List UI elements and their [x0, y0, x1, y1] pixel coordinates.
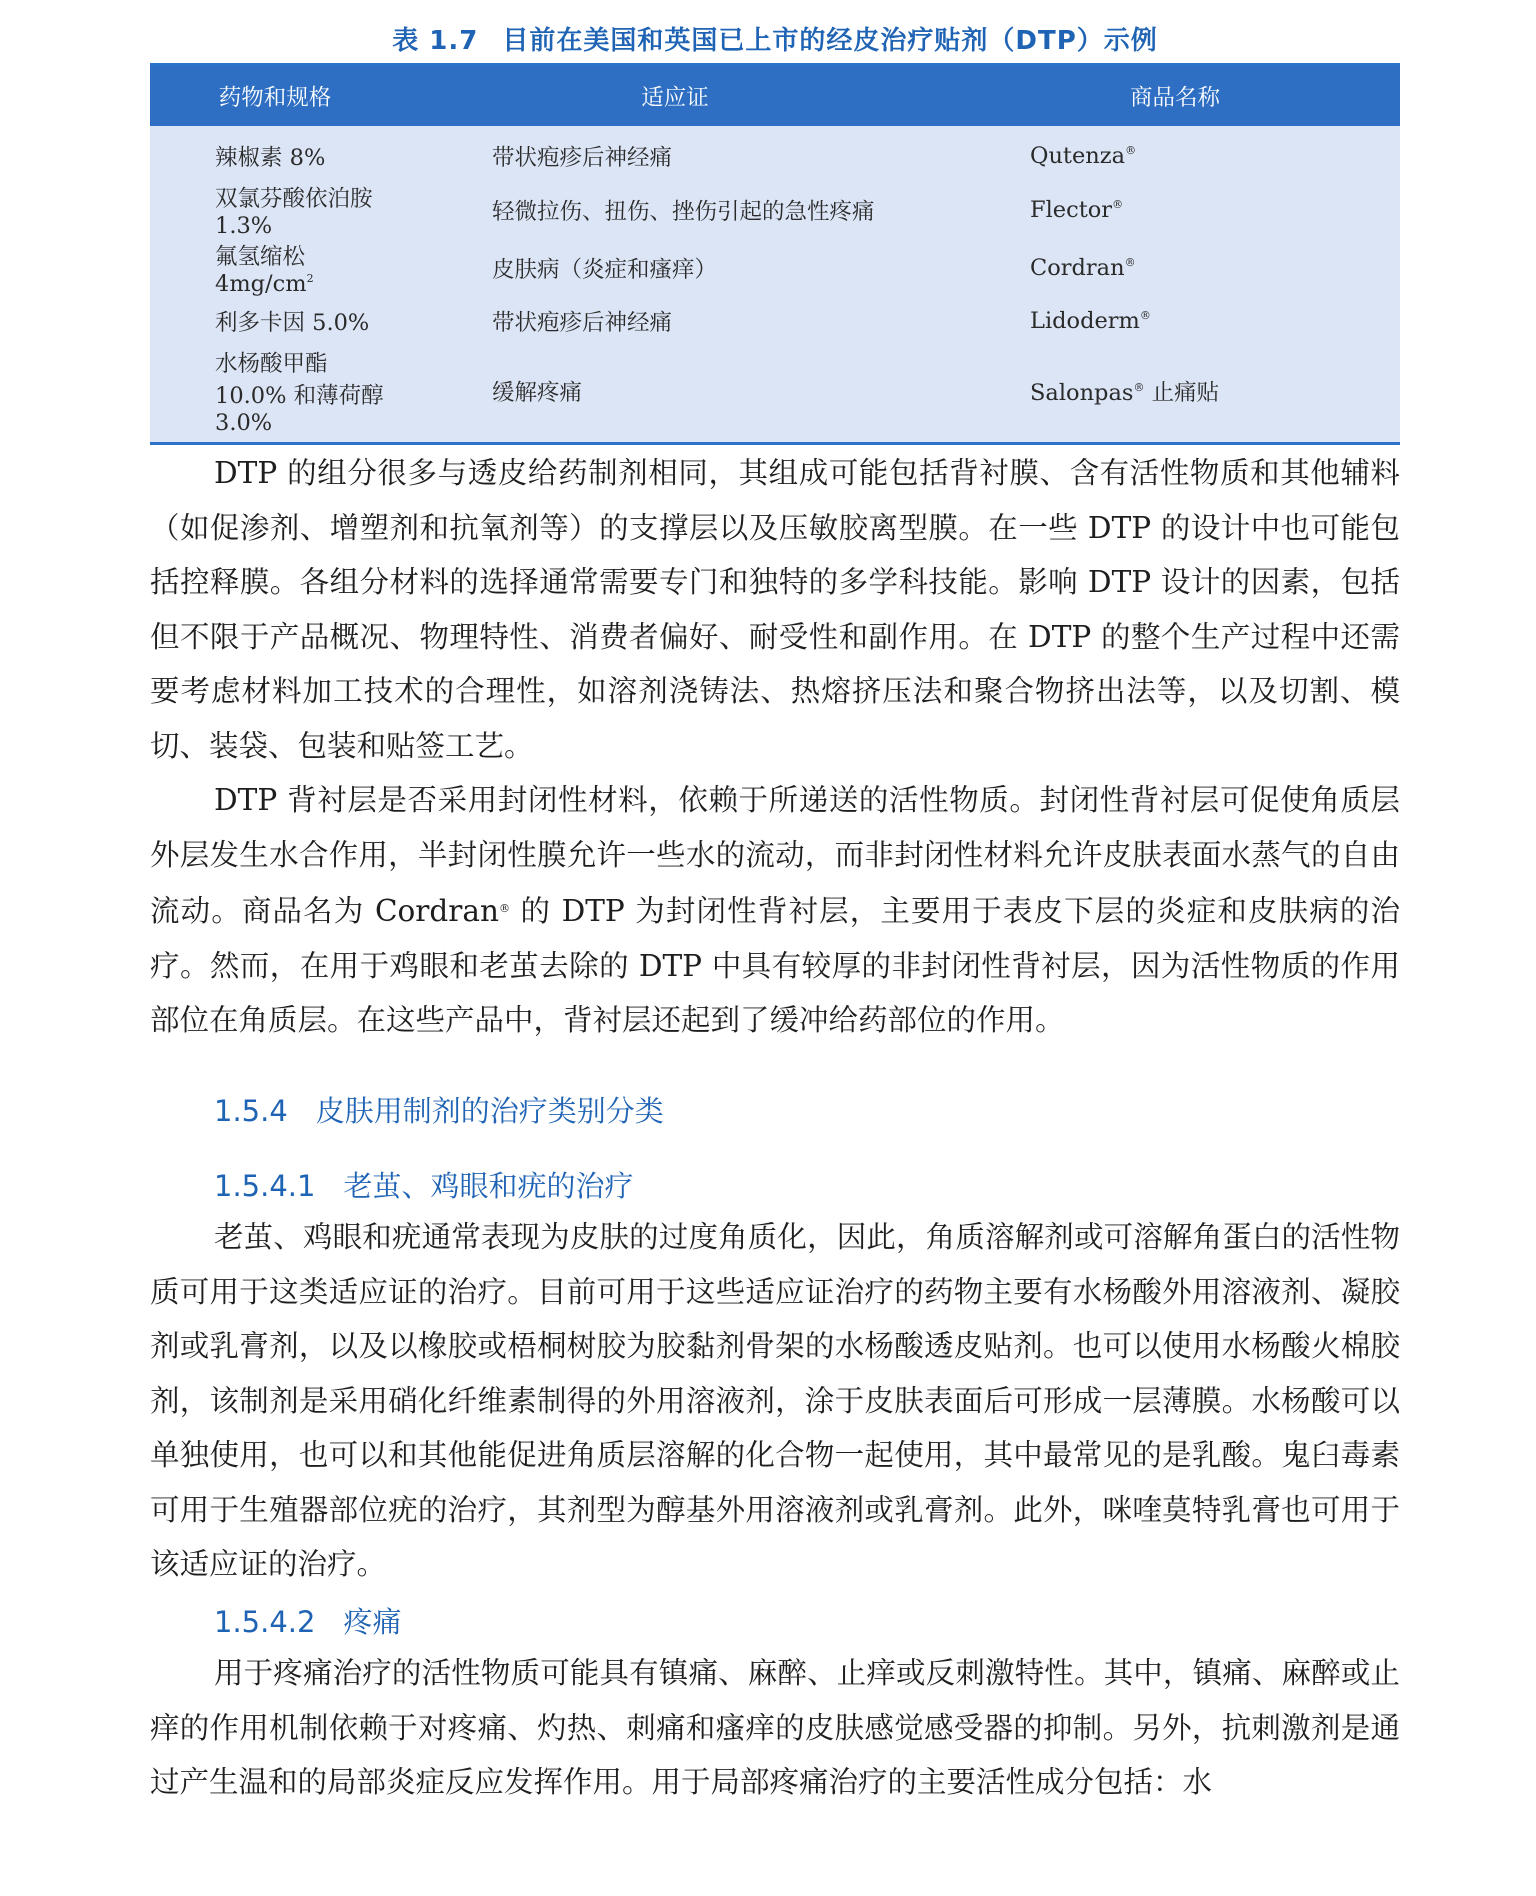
drug-cell: [150, 346, 400, 444]
table-row: [150, 297, 1400, 347]
subsection-number: 1.5.4.2: [214, 1605, 316, 1639]
header-brand: 商品名称: [950, 65, 1400, 127]
registered-mark: ®: [1124, 255, 1136, 269]
drug-text: 水杨酸甲酯 10.0% 和薄荷醇 3.0%: [215, 351, 384, 436]
brand-name: Lidoderm: [1030, 308, 1140, 335]
table-caption: [150, 20, 1400, 57]
brand-cell: [950, 239, 1400, 297]
subsection-title: 老茧、鸡眼和疣的治疗: [343, 1169, 634, 1203]
drug-text: 双氯芬酸依泊胺 1.3%: [215, 185, 373, 239]
brand-name: Qutenza: [1030, 142, 1126, 169]
table-caption-text: 目前在美国和英国已上市的经皮治疗贴剂（DTP）示例: [502, 26, 1158, 56]
brand-suffix: 止痛贴: [1144, 380, 1220, 406]
registered-mark: ®: [1112, 197, 1124, 211]
dtp-table: [150, 63, 1400, 445]
table-row: [150, 181, 1400, 239]
brand-cell: [950, 181, 1400, 239]
drug-text: 氟氢缩松 4mg/cm: [215, 243, 307, 297]
brand-name: Salonpas: [1030, 380, 1134, 406]
table-caption-number: 表 1.7: [392, 26, 479, 56]
subsection-number: 1.5.4.1: [214, 1169, 316, 1203]
indication-cell: 带状疱疹后神经痛: [492, 144, 673, 171]
paragraph-backing-layer: [150, 773, 1400, 1048]
table-row: [150, 346, 1400, 444]
drug-cell: [150, 181, 400, 239]
registered-mark: ®: [498, 902, 510, 915]
drug-text: 辣椒素 8%: [215, 144, 326, 171]
subsection-title: 疼痛: [343, 1605, 402, 1639]
table-row: [150, 126, 1400, 181]
brand-cell: [950, 126, 1400, 181]
drug-cell: [150, 126, 400, 181]
registered-mark: ®: [1133, 381, 1145, 394]
paragraph-text: 的 DTP 为封闭性背衬层，主要用于表皮下层的炎症和皮肤病的治疗。然而，在用于鸡眼和老茧去除的 DTP 中具有较厚的非封闭性背衬层，因为活性物质的作用部位在角质层。在这些产品中，背衬层还起到了缓冲给药部位的作用。: [150, 894, 1400, 1037]
registered-mark: ®: [1139, 309, 1151, 323]
brand-cell: [950, 297, 1400, 347]
brand-name: Cordran: [1030, 254, 1125, 281]
indication-cell: 皮肤病（炎症和瘙痒）: [492, 256, 718, 283]
paragraph-pain: 用于疼痛治疗的活性物质可能具有镇痛、麻醉、止痒或反刺激特性。其中，镇痛、麻醉或止痒的作用机制依赖于对疼痛、灼热、刺痛和瘙痒的皮肤感觉感受器的抑制。另外，抗刺激剂是通过产生温和的局部炎症反应发挥作用。用于局部疼痛治疗的主要活性成分包括：水: [150, 1656, 1400, 1799]
indication-cell: 带状疱疹后神经痛: [492, 310, 673, 337]
paragraph-dtp-components: DTP 的组分很多与透皮给药制剂相同，其组成可能包括背衬膜、含有活性物质和其他辅料（如促渗剂、增塑剂和抗氧剂等）的支撑层以及压敏胶离型膜。在一些 DTP 的设计中也可能包括控释膜。各组分材料的选择通常需要专门和独特的多学科技能。影响 DTP 设计的因素，包括但不限于产品概况、物理特性、消费者偏好、耐受性和副作用。在 DTP 的整个生产过程中还需要考虑材料加工技术的合理性，如溶剂浇铸法、热熔挤压法和聚合物挤出法等，以及切割、模切、装袋、包装和贴签工艺。: [150, 456, 1400, 763]
paragraph-warts-treatment: 老茧、鸡眼和疣通常表现为皮肤的过度角质化，因此，角质溶解剂或可溶解角蛋白的活性物质可用于这类适应证的治疗。目前可用于这些适应证治疗的药物主要有水杨酸外用溶液剂、凝胶剂或乳膏剂，以及以橡胶或梧桐树胶为胶黏剂骨架的水杨酸透皮贴剂。也可以使用水杨酸火棉胶剂，该制剂是采用硝化纤维素制得的外用溶液剂，涂于皮肤表面后可形成一层薄膜。水杨酸可以单独使用，也可以和其他能促进角质层溶解的化合物一起使用，其中最常见的是乳酸。鬼臼毒素可用于生殖器部位疣的治疗，其剂型为醇基外用溶液剂或乳膏剂。此外，咪喹莫特乳膏也可用于该适应证的治疗。: [150, 1220, 1400, 1581]
body-text-section-2: [150, 1210, 1400, 1592]
drug-cell: [150, 239, 400, 297]
header-indication: 适应证: [400, 65, 950, 127]
body-text-section-3: [150, 1646, 1400, 1810]
indication-cell: 缓解疼痛: [492, 380, 583, 406]
brand-name: Flector: [1030, 196, 1113, 223]
section-heading: [214, 1089, 664, 1130]
table-row: [150, 239, 1400, 297]
header-drug: 药物和规格: [150, 65, 400, 127]
registered-mark: ®: [1125, 143, 1137, 157]
drug-text: 利多卡因 5.0%: [215, 310, 370, 337]
subsection-heading: [214, 1600, 401, 1641]
drug-superscript: 2: [306, 271, 314, 285]
section-title: 皮肤用制剂的治疗类别分类: [315, 1094, 664, 1128]
subsection-heading: [214, 1164, 633, 1205]
paragraph-text: DTP 背衬层是否采用封闭性材料，依赖于所递送的活性物质。封闭性背衬层可促使角质层外层发生水合作用，半封闭性膜允许一些水的流动，而非封闭性材料允许皮肤表面水蒸气的自由流动。商品名为 Cordran: [150, 783, 1400, 928]
drug-cell: [150, 297, 400, 347]
indication-cell: 轻微拉伤、扭伤、挫伤引起的急性疼痛: [492, 198, 875, 225]
table-header-row: [150, 65, 1400, 127]
body-text-section-1: [150, 446, 1400, 1048]
section-number: 1.5.4: [214, 1094, 288, 1128]
brand-cell: [950, 346, 1400, 444]
